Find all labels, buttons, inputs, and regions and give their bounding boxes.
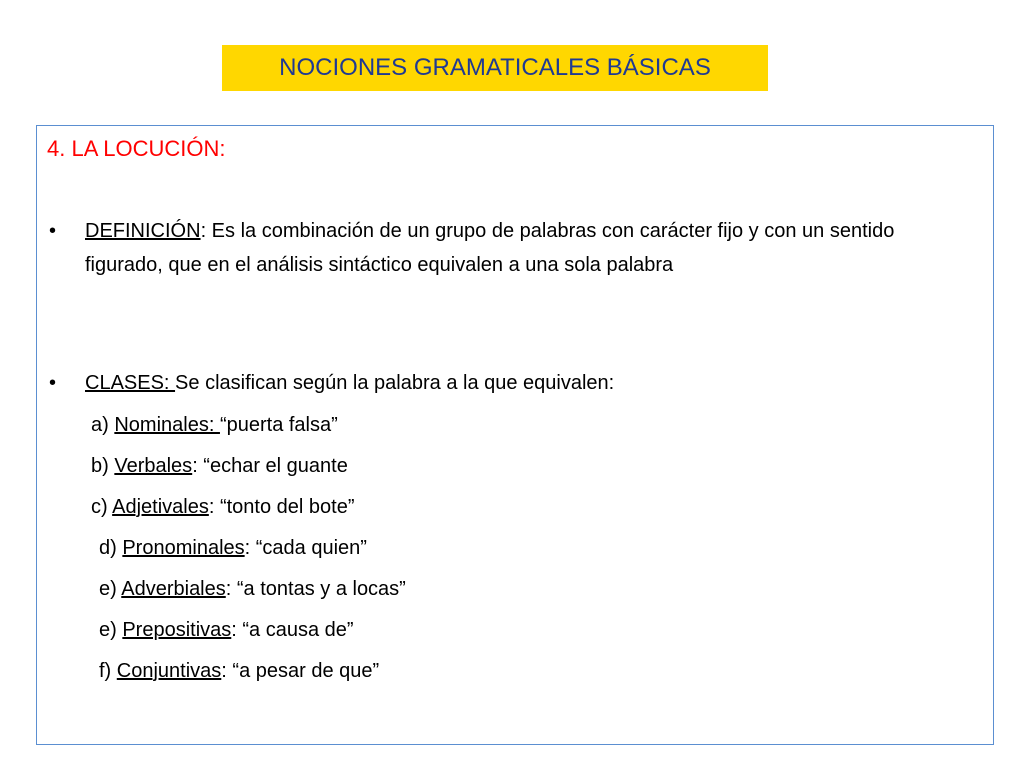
classes-text: Se clasifican según la palabra a la que equivalen: [175,372,615,394]
classes-paragraph [85,366,975,400]
definition-text: : Es la combinación de un grupo de palabras con carácter fijo y con un sentido figurado, que en el análisis sintáctico equivalen a una sola palabra [85,220,895,276]
bullet-icon: • [49,372,57,394]
list-item [99,572,406,606]
slide-title: NOCIONES GRAMATICALES BÁSICAS [279,54,711,81]
item-prefix: a) [91,414,115,436]
item-example: : “a pesar de que” [221,660,380,682]
section-heading: 4. LA LOCUCIÓN: [47,136,226,161]
item-label: Prepositivas [122,619,232,641]
item-example: : “a causa de” [231,619,354,641]
item-prefix: e) [99,578,122,600]
item-prefix: f) [99,660,117,682]
title-banner [222,45,768,91]
list-item [99,654,379,688]
content-box [36,125,994,745]
item-label: Nominales: [114,414,220,436]
item-example: : “cada quien” [244,537,367,559]
item-label: Adjetivales [112,496,209,518]
definition-paragraph [85,214,975,282]
list-item [99,613,354,647]
item-prefix: d) [99,537,123,559]
item-label: Conjuntivas [116,660,222,682]
item-label: Verbales [114,455,193,477]
item-prefix: e) [99,619,123,641]
item-example: : “tonto del bote” [208,496,355,518]
list-item [99,531,367,565]
bullet-icon: • [49,220,57,242]
item-label: Adverbiales [121,578,226,600]
item-prefix: c) [91,496,113,518]
list-item [91,490,355,524]
list-item [91,408,338,442]
item-example: “puerta falsa” [219,414,338,436]
item-prefix: b) [91,455,115,477]
item-label: Pronominales [122,537,245,559]
item-example: : “a tontas y a locas” [225,578,406,600]
list-item [91,449,348,483]
definition-label: DEFINICIÓN [85,220,201,242]
classes-label: CLASES: [85,372,176,394]
item-example: : “echar el guante [192,455,348,477]
